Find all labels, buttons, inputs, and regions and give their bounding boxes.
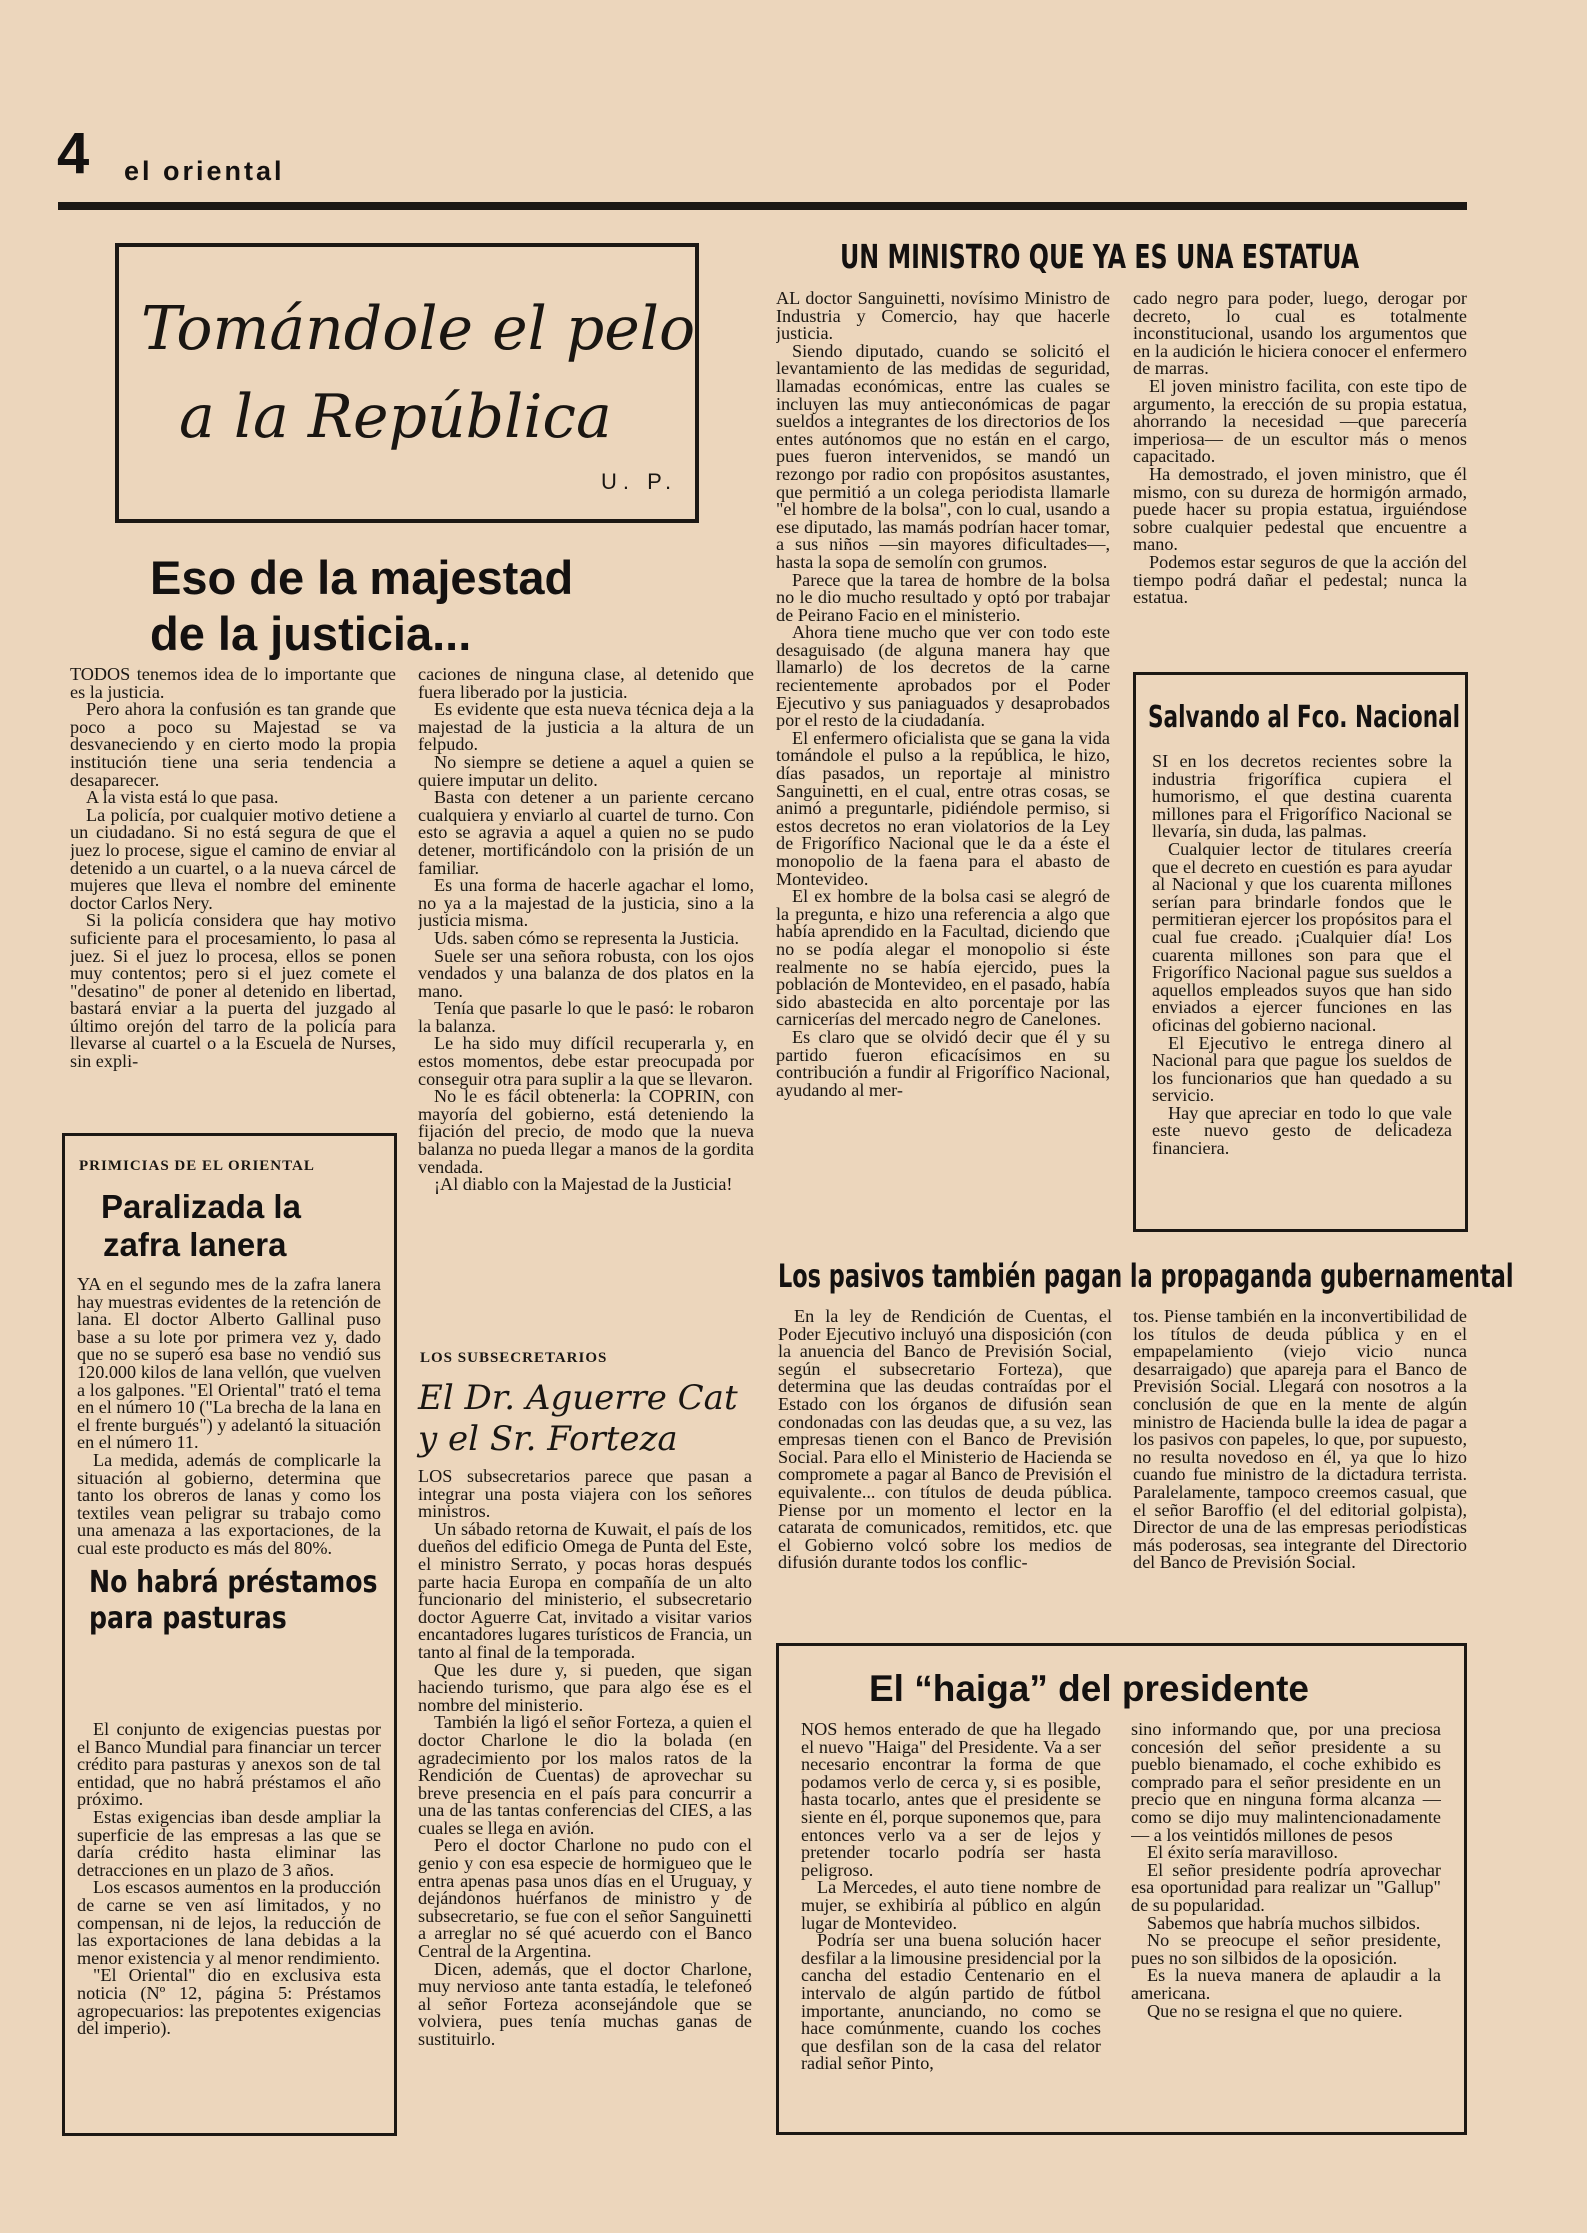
haiga-paragraph: El señor presidente podría aprovechar esa oportunidad para realizar un "Gallup" de su popularidad. (1131, 1859, 1441, 1915)
subsecretarios-title-line2: y el Sr. Forteza (418, 1419, 678, 1459)
pasivos-col1 (778, 1308, 1112, 1628)
haiga-paragraph: Que no se resigna el que no quiere. (1147, 2000, 1403, 2021)
subsecretarios-paragraph: Que les dure y, si pueden, que sigan haciendo turismo, que para algo ése es el nombre del ministerio. (418, 1659, 752, 1715)
tomandole-title-line1: Tomándole el pelo (141, 294, 696, 364)
majestad-paragraph: TODOS tenemos idea de lo importante que es la justicia. (70, 666, 396, 702)
ministro-paragraph: El enfermero oficialista que se gana la vida tomándole el pulso a la república, le hizo, días pasados, un reportaje al ministro Sanguinetti, en el cual, entre otras cosas, se animó a preguntarle, pidiéndole permiso, si estos decretos no eran violatorios de la Ley de Frigorífico Nacional que le da a éste el monopolio de la faena para el abasto de Montevideo. (776, 727, 1110, 889)
prestamos-paragraph: Los escasos aumentos en la producción de carne se ven así limitados, y no compensan, ni de lejos, la reducción de las exportaciones de lana debidas a la menor existencia y al menor rendimiento. (77, 1877, 381, 1968)
prestamos-body (77, 1721, 381, 2126)
prestamos-title-line2: para pasturas (89, 1601, 287, 1636)
ministro-paragraph: Siendo diputado, cuando se solicitó el levantamiento de las medidas de seguridad, llamadas económicas, entre las cuales se incluyen las muy antieconómicas de pagar sueldos a integrantes de los directorios de los entes autónomos que no están en el cargo, pues fueron intervenidos, se mandó un rezongo por radio con propósitos asustantes, que permitió a un colega periodista llamarle "el hombre de la bolsa", con lo cual, usando a ese diputado, las mamás podrían hacer tomar, a sus niños —sin mayores dificultades—, hasta la sopa de semolín con grumos. (776, 340, 1110, 572)
subsecretarios-paragraph: También la ligó el señor Forteza, a quien el doctor Charlone le dio la bolada (en agradecimiento por los malos ratos de la Rendición de Cuentas) de aprovechar su breve presencia en el país para concurrir a una de las tantas conferencias del CIES, a las cuales se llega en avión. (418, 1712, 752, 1838)
tomandole-box (115, 243, 699, 523)
prestamos-title-line1: No habrá préstamos (89, 1565, 378, 1600)
ministro-paragraph: El joven ministro facilita, con este tipo de argumento, la erección de su propia estatua, ahorrando la necesidad —que parecería imperiosa— de un escultor más o menos capacitado. (1133, 375, 1467, 467)
haiga-paragraph: NOS hemos enterado de que ha llegado el nuevo "Haiga" del Presidente. Va a ser necesario encontrar la forma de que podamos verlo de cerca y, si es posible, hasta tocarlo, antes que el presidente se siente en él, porque suponemos que, para entonces verlo va a ser de lejos y pretender tocarlo podría ser hasta peligroso. (801, 1721, 1101, 1880)
haiga-paragraph: El éxito sería maravilloso. (1147, 1842, 1338, 1863)
majestad-paragraph: No siempre se detiene a aquel a quien se quiere imputar un delito. (418, 751, 754, 790)
paralizada-title-line2: zafra lanera (103, 1226, 287, 1263)
subsecretarios-body (418, 1468, 752, 2138)
majestad-paragraph: La policía, por cualquier motivo detiene a un ciudadano. Si no está segura de que el juez lo procese, sigue el camino de enviar al detenido a un cuartel, o a la nueva cárcel de mujeres que lleva el nombre del eminente doctor Carlos Nery. (70, 804, 396, 913)
majestad-paragraph: ¡Al diablo con la Majestad de la Justicia! (434, 1174, 733, 1195)
ministro-col2 (1133, 290, 1467, 660)
salvando-title: Salvando al Fco. Nacional (1148, 700, 1461, 735)
paralizada-paragraph: YA en el segundo mes de la zafra lanera hay muestras evidentes de la retención de lana. El doctor Alberto Gallinal puso base a su lote por primera vez y, dado que no se superó esa base no vendió sus 120.000 kilos de lana vellón, que vuelven a los galpones. "El Oriental" trató el tema en el número 10 ("La brecha de la lana en el frente burgués") y adelantó la situación en el número 11. (77, 1276, 381, 1453)
subsecretarios-paragraph: Pero el doctor Charlone no pudo con el genio y con esa especie de hormigueo que le entra apenas pasa unos días en el Uruguay, y dejándonos huérfanos de ministro y de subsecretario, se fue con el señor Sanguinetti a arreglar no sé qué acuerdo con el Banco Central de la Argentina. (418, 1835, 752, 1962)
prestamos-paragraph: "El Oriental" dio en exclusiva esta noticia (Nº 12, página 5: Préstamos agropecuarios: las prepotentes exigencias del imperio). (77, 1965, 381, 2039)
subsecretarios-kicker: LOS SUBSECRETARIOS (420, 1350, 608, 1366)
haiga-col1 (801, 1721, 1101, 2126)
majestad-col2 (418, 666, 754, 1332)
subsecretarios-paragraph: Un sábado retorna de Kuwait, el país de los dueños del edificio Omega de Punta del Este, el ministro Serrato, y pocas horas después parte hacia Europa en compañía de un alto funcionario del ministerio, el subsecretario doctor Aguerre Cat, invitado a visitar varios encantadores lugares turísticos de Francia, un tanto al final de la temporada. (418, 1518, 752, 1662)
majestad-paragraph: No le es fácil obtenerla: la COPRIN, con mayoría del gobierno, está deteniendo la fijación del precio, de modo que la nueva balanza no pueda llegar a manos de la gordita vendada. (418, 1086, 754, 1177)
ministro-title: UN MINISTRO QUE YA ES UNA ESTATUA (840, 237, 1360, 276)
tomandole-byline: U. P. (601, 469, 678, 494)
majestad-paragraph: Tenía que pasarle lo que le pasó: le robaron la balanza. (418, 998, 754, 1036)
haiga-title: El “haiga” del presidente (869, 1668, 1310, 1709)
prestamos-paragraph: El conjunto de exigencias puestas por el Banco Mundial para financiar un tercer crédito para pasturas y anexos son de tal entidad, que no habrá préstamos el año próximo. (77, 1721, 381, 1810)
majestad-paragraph: Es una forma de hacerle agachar el lomo, no ya a la majestad de la justicia, sino a la justicia misma. (418, 875, 754, 931)
majestad-paragraph: Es evidente que esta nueva técnica deja a la majestad de la justicia a la altura de un felpudo. (418, 699, 754, 755)
ministro-paragraph: Ha demostrado, el joven ministro, que él mismo, con su dureza de hormigón armado, puede hacer su propia estatua, irguiéndose sobre cualquier pedestal que encuentre a mano. (1133, 463, 1467, 555)
paralizada-paragraph: La medida, además de complicarle la situación al gobierno, determina que tanto los obreros de lanas y como los textiles vean peligrar su trabajo como una amenaza a las exportaciones, de la cual este producto es más del 80%. (77, 1449, 381, 1558)
majestad-title-line2: de la justicia... (150, 607, 472, 660)
haiga-paragraph: sino informando que, por una preciosa concesión del señor presidente a su pueblo bienamado, el coche exhibido es comprado para el señor presidente en un precio que en ninguna forma alcanza —como se dijo muy malintencionadamente— a los veintidós millones de pesos (1131, 1721, 1441, 1845)
salvando-paragraph: El Ejecutivo le entrega dinero al Nacional para que pague los sueldos de los funcionarios que han quedado a su servicio. (1152, 1032, 1452, 1106)
majestad-col1 (70, 666, 396, 1126)
paralizada-kicker: PRIMICIAS DE EL ORIENTAL (79, 1158, 315, 1174)
haiga-col2 (1131, 1721, 1441, 2126)
pasivos-title: Los pasivos también pagan la propaganda gubernamental (778, 1257, 1514, 1295)
majestad-paragraph: Si la policía considera que hay motivo suficiente para el procesamiento, lo pasa al juez. Si el juez lo procesa, ellos se ponen muy contentos; pero si el juez comete el "desatino" de poner al detenido en libertad, bastará enviar a la puerta del juzgado al último orejón del tarro de la policía para llevarse al cuartel o a la Escuela de Nurses, sin expli- (70, 910, 396, 1072)
majestad-paragraph: Uds. saben cómo se representa la Justicia. (434, 927, 740, 948)
majestad-paragraph: Le ha sido muy difícil recuperarla y, en estos momentos, debe estar preocupada por conseguir otra para suplir a la que se llevaron. (418, 1033, 754, 1089)
ministro-paragraph: Podemos estar seguros de que la acción del tiempo podrá dañar el pedestal; nunca la estatua. (1133, 551, 1467, 608)
pasivos-paragraph: tos. Piense también en la inconvertibilidad de los títulos de deuda pública y en el empapelamiento (viejo vicio nunca desarraigado) que apareja para el Banco de Previsión Social. Llegará con nosotros a la conclusión de que en la mente de algún ministro de Hacienda bulle la idea de pagar a los pasivos con papeles, lo que, por supuesto, no resulta novedoso en él, ya que lo hizo cuando fue ministro de la dictadura terrista. Paralelamente, tampoco creemos casual, que el señor Baroffio (el del editorial golpista), Director de una de las empresas periodísticas más poderosas, sea integrante del Directorio del Banco de Previsión Social. (1133, 1308, 1467, 1573)
majestad-paragraph: Basta con detener a un pariente cercano cualquiera y enviarlo al cuartel de turno. Con esto se agravia a aquel a quien no se pudo detener, mortificándolo con la prisión de un familiar. (418, 787, 754, 878)
subsecretarios-paragraph: LOS subsecretarios parece que pasan a integrar una posta viajera con los señores ministros. (418, 1468, 752, 1522)
subsecretarios-title-line1: El Dr. Aguerre Cat (418, 1378, 738, 1418)
paralizada-title-line1: Paralizada la (101, 1188, 301, 1225)
salvando-body (1152, 753, 1452, 1217)
page-number: 4 (57, 121, 90, 186)
pasivos-col2 (1133, 1308, 1467, 1628)
majestad-paragraph: caciones de ninguna clase, al detenido que fuera liberado por la justicia. (418, 666, 754, 702)
haiga-paragraph: No se preocupe el señor presidente, pues no son silbidos de la oposición. (1131, 1930, 1441, 1968)
prestamos-paragraph: Estas exigencias iban desde ampliar la superficie de las empresas a las que se daría crédito hasta eliminar las detracciones en un plazo de 3 años. (77, 1806, 381, 1880)
ministro-paragraph: cado negro para poder, luego, derogar por decreto, lo cual es totalmente inconstitucional, usando los argumentos que en la audición le hiciera conocer el enfermero de marras. (1133, 290, 1467, 379)
salvando-paragraph: SI en los decretos recientes sobre la industria frigorífica cupiera el humorismo, el que destina cuarenta millones para el Frigorífico Nacional se llevaría, sin duda, las palmas. (1152, 753, 1452, 842)
pasivos-paragraph: En la ley de Rendición de Cuentas, el Poder Ejecutivo incluyó una disposición (con la anuencia del Banco de Previsión Social, según el subsecretario Forteza), que determina que las deudas contraídas por el Estado con los órganos de difusión sean condonadas con las deudas que, a su vez, las empresas tienen con el Banco de Previsión Social. Para ello el Ministerio de Hacienda se compromete a pagar al Banco de Previsión el equivalente... con títulos de deuda pública. Piense por un momento el lector en la catarata de comunicados, remitidos, etc. que el Gobierno volcó sobre los medios de difusión durante todos los conflic- (778, 1308, 1112, 1573)
haiga-paragraph: Sabemos que habría muchos silbidos. (1147, 1912, 1421, 1933)
paralizada-body (77, 1276, 381, 1560)
subsecretarios-paragraph: Dicen, además, que el doctor Charlone, muy nervioso ante tanta estadía, le telefoneó al señor Forteza aconsejándole que se volviera, pues tenía muchas ganas de sustituirlo. (418, 1958, 752, 2049)
salvando-box (1133, 672, 1468, 1232)
haiga-paragraph: Es la nueva manera de aplaudir a la americana. (1131, 1965, 1441, 2003)
masthead-rule (58, 202, 1467, 210)
salvando-paragraph: Hay que apreciar en todo lo que vale este nuevo gesto de delicadeza financiera. (1152, 1102, 1452, 1159)
ministro-paragraph: Ahora tiene mucho que ver con todo este desaguisado (de alguna manera hay que llamarlo) de los decretos de la carne recientemente aprobados por el Poder Ejecutivo y sus paniaguados y desaprobados por el resto de la ciudadanía. (776, 622, 1110, 731)
majestad-paragraph: Pero ahora la confusión es tan grande que poco a poco su Majestad se va desvaneciendo y en cierto modo la propia institución tiene una seria tendencia a desaparecer. (70, 699, 396, 790)
paper-name: el oriental (124, 156, 285, 186)
majestad-title-line1: Eso de la majestad (150, 551, 574, 604)
ministro-paragraph: AL doctor Sanguinetti, novísimo Ministro de Industria y Comercio, hay que hacerle justicia. (776, 290, 1110, 344)
ministro-paragraph: El ex hombre de la bolsa casi se alegró de la pregunta, e hizo una referencia a algo que había aprendido en la Facultad, diciendo que no se podía alegar el monopolio si éste realmente no se había ejercido, pues la población de Montevideo, en el pasado, había sido abastecida en alto porcentaje por las carnicerías del mercado negro de Canelones. (776, 886, 1110, 1030)
primicias-box (62, 1133, 397, 2136)
haiga-paragraph: Podría ser una buena solución hacer desfilar a la limousine presidencial por la cancha del estadio Centenario en el intervalo de algún partido de fútbol importante, anunciando, no como se hace comúnmente, cuando los coches que desfilan son de la casa del relator radial señor Pinto, (801, 1930, 1101, 2074)
ministro-paragraph: Parece que la tarea de hombre de la bolsa no le dio mucho resultado y optó por trabajar de Peirano Facio en el ministerio. (776, 569, 1110, 625)
majestad-paragraph: Suele ser una señora robusta, con los ojos vendados y una balanza de dos platos en la mano. (418, 945, 754, 1001)
majestad-paragraph: A la vista está lo que pasa. (86, 787, 279, 808)
salvando-paragraph: Cualquier lector de titulares creería que el decreto en cuestión es para ayudar al Nacional y que los cuarenta millones serían para brindarle fondos que le permitieran ejercer los propósitos para el cual fue creado. ¡Cualquier día! Los cuarenta millones son para que el Frigorífico Nacional pague sus sueldos a aquellos empleados suyos que han sido enviados a ejercer funciones en las oficinas del gobierno nacional. (1152, 838, 1452, 1035)
tomandole-title-line2: a la República (179, 382, 612, 452)
haiga-box (776, 1643, 1467, 2135)
haiga-paragraph: La Mercedes, el auto tiene nombre de mujer, se exhibiría al público en algún lugar de Montevideo. (801, 1877, 1101, 1933)
ministro-paragraph: Es claro que se olvidó decir que él y su partido fueron eficacísimos en su contribución a fundir al Frigorífico Nacional, ayudando al mer- (776, 1026, 1110, 1100)
ministro-col1 (776, 290, 1110, 1234)
